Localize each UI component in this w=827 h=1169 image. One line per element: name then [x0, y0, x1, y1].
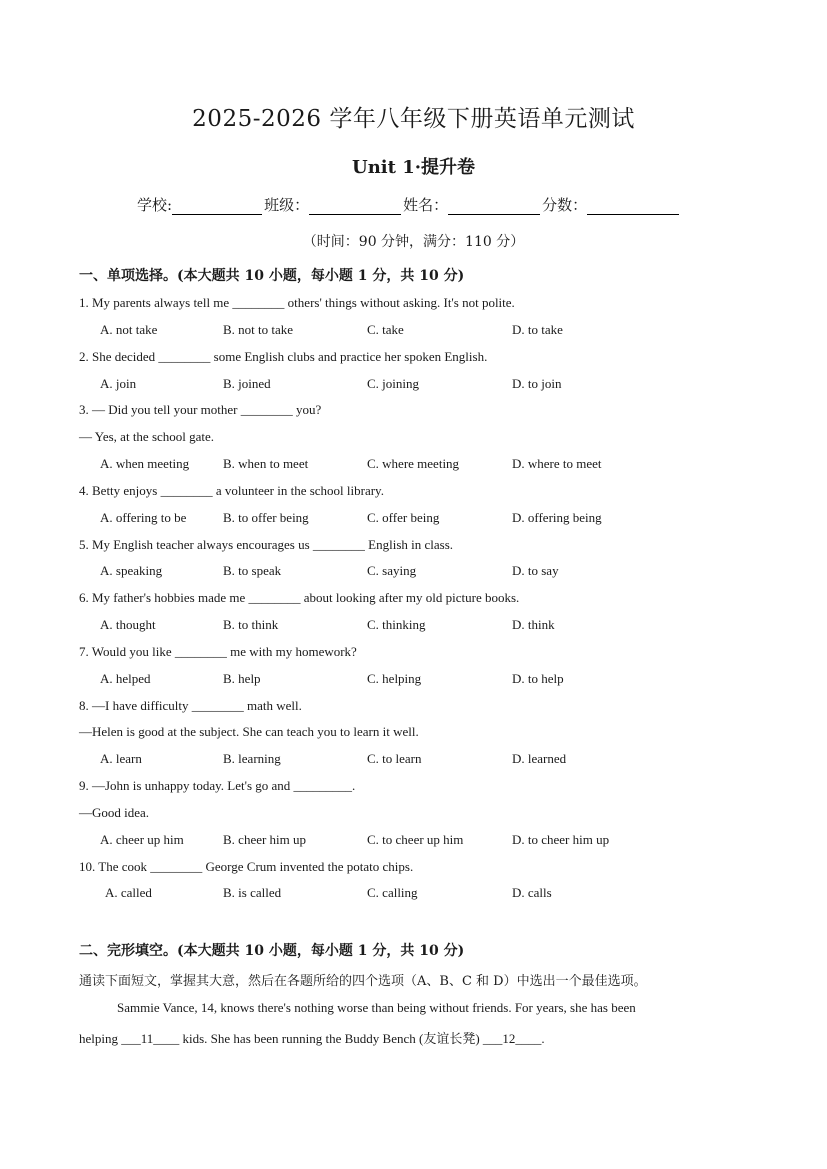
- q9-option-d[interactable]: D. to cheer him up: [512, 832, 610, 847]
- q7-option-d[interactable]: D. to help: [512, 671, 564, 686]
- question-7-stem: 7. Would you like ________ me with my homework?: [79, 644, 357, 659]
- q5-option-b[interactable]: B. to speak: [223, 563, 282, 578]
- student-info-line: [137, 194, 681, 215]
- q1-option-a[interactable]: A. not take: [100, 322, 158, 337]
- question-3-reply: — Yes, at the school gate.: [79, 429, 215, 444]
- q9-option-a[interactable]: A. cheer up him: [100, 832, 184, 847]
- q8-option-c[interactable]: C. to learn: [367, 751, 422, 766]
- q9-option-b[interactable]: B. cheer him up: [223, 832, 307, 847]
- passage-line-2: helping ___11____ kids. She has been running the Buddy Bench (友谊长凳) ___12____.: [79, 1031, 545, 1046]
- question-9-stem: 9. —John is unhappy today. Let's go and _________.: [79, 778, 356, 793]
- q2-option-b[interactable]: B. joined: [223, 376, 271, 391]
- exam-subtitle: Unit 1·提升卷: [352, 157, 475, 178]
- name-blank[interactable]: [448, 198, 540, 215]
- q1-option-b[interactable]: B. not to take: [223, 322, 294, 337]
- q3-option-d[interactable]: D. where to meet: [512, 456, 602, 471]
- class-label: 班级：: [264, 196, 310, 214]
- score-blank[interactable]: [587, 198, 679, 215]
- q5-option-d[interactable]: D. to say: [512, 563, 559, 578]
- question-10-stem: 10. The cook ________ George Crum invented the potato chips.: [79, 859, 414, 874]
- q7-option-b[interactable]: B. help: [223, 671, 261, 686]
- time-info: （时间：90 分钟，满分：110 分）: [302, 234, 525, 250]
- question-2-stem: 2. She decided ________ some English clubs and practice her spoken English.: [79, 349, 488, 364]
- exam-title: 2025-2026 学年八年级下册英语单元测试: [192, 106, 635, 132]
- question-9-reply: —Good idea.: [79, 805, 150, 820]
- q4-option-c[interactable]: C. offer being: [367, 510, 440, 525]
- q1-option-d[interactable]: D. to take: [512, 322, 563, 337]
- q10-option-c[interactable]: C. calling: [367, 885, 418, 900]
- q5-option-a[interactable]: A. speaking: [100, 563, 163, 578]
- question-1-stem: 1. My parents always tell me ________ others' things without asking. It's not polite.: [79, 295, 515, 310]
- q3-option-a[interactable]: A. when meeting: [100, 456, 190, 471]
- class-blank[interactable]: [309, 198, 401, 215]
- q10-option-b[interactable]: B. is called: [223, 885, 282, 900]
- q8-option-b[interactable]: B. learning: [223, 751, 281, 766]
- name-label: 姓名：: [403, 196, 449, 214]
- q4-option-b[interactable]: B. to offer being: [223, 510, 309, 525]
- section1-heading: 一、单项选择。(本大题共 10 小题，每小题 1 分，共 10 分): [79, 268, 465, 284]
- section2-heading: 二、完形填空。(本大题共 10 小题，每小题 1 分，共 10 分): [79, 943, 465, 959]
- q9-option-c[interactable]: C. to cheer up him: [367, 832, 464, 847]
- q2-option-c[interactable]: C. joining: [367, 376, 420, 391]
- question-6-stem: 6. My father's hobbies made me ________ about looking after my old picture books.: [79, 590, 520, 605]
- q3-option-b[interactable]: B. when to meet: [223, 456, 309, 471]
- q10-option-a[interactable]: A. called: [105, 885, 152, 900]
- score-label: 分数：: [542, 196, 588, 214]
- q6-option-d[interactable]: D. think: [512, 617, 555, 632]
- q4-option-a[interactable]: A. offering to be: [100, 510, 187, 525]
- q4-option-d[interactable]: D. offering being: [512, 510, 602, 525]
- q6-option-c[interactable]: C. thinking: [367, 617, 426, 632]
- passage-line-1: Sammie Vance, 14, knows there's nothing worse than being without friends. For years, she has been: [117, 1000, 636, 1015]
- q5-option-c[interactable]: C. saying: [367, 563, 417, 578]
- question-3-stem: 3. — Did you tell your mother ________ you?: [79, 402, 322, 417]
- q1-option-c[interactable]: C. take: [367, 322, 404, 337]
- school-blank[interactable]: [172, 198, 262, 215]
- section2-instruction: 通读下面短文，掌握其大意，然后在各题所给的四个选项（A、B、C 和 D）中选出一个最佳选项。: [79, 974, 647, 989]
- question-4-stem: 4. Betty enjoys ________ a volunteer in the school library.: [79, 483, 384, 498]
- q2-option-a[interactable]: A. join: [100, 376, 137, 391]
- school-label: 学校:: [137, 196, 173, 214]
- question-8-reply: —Helen is good at the subject. She can teach you to learn it well.: [79, 724, 419, 739]
- q7-option-c[interactable]: C. helping: [367, 671, 422, 686]
- q7-option-a[interactable]: A. helped: [100, 671, 151, 686]
- question-5-stem: 5. My English teacher always encourages us ________ English in class.: [79, 537, 454, 552]
- q6-option-a[interactable]: A. thought: [100, 617, 156, 632]
- question-8-stem: 8. —I have difficulty ________ math well.: [79, 698, 302, 713]
- q8-option-d[interactable]: D. learned: [512, 751, 567, 766]
- q10-option-d[interactable]: D. calls: [512, 885, 552, 900]
- q3-option-c[interactable]: C. where meeting: [367, 456, 460, 471]
- q8-option-a[interactable]: A. learn: [100, 751, 142, 766]
- q6-option-b[interactable]: B. to think: [223, 617, 279, 632]
- q2-option-d[interactable]: D. to join: [512, 376, 562, 391]
